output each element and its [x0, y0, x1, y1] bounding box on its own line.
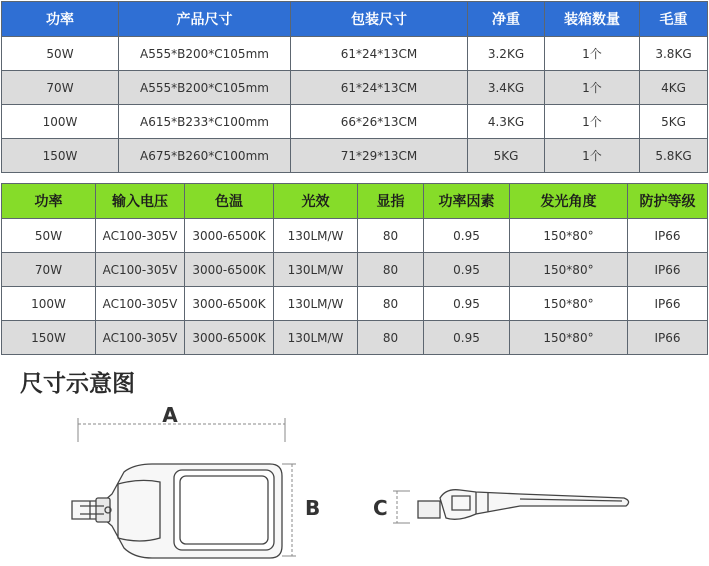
table-cell: IP66 — [628, 321, 708, 355]
table-cell: 3.2KG — [468, 37, 545, 71]
table-cell: 100W — [2, 105, 119, 139]
table-cell: 3000-6500K — [185, 321, 274, 355]
dimension-c-label: C — [373, 496, 388, 520]
table-cell: 0.95 — [424, 287, 510, 321]
table-row — [2, 321, 708, 355]
table-cell: 1个 — [545, 139, 640, 173]
table-row — [2, 71, 708, 105]
table-cell: 130LM/W — [274, 321, 358, 355]
table-row — [2, 253, 708, 287]
table-cell: 150W — [2, 139, 119, 173]
table-cell: 50W — [2, 37, 119, 71]
table-cell: 50W — [2, 219, 96, 253]
table-cell: 80 — [358, 287, 424, 321]
table-cell: 1个 — [545, 37, 640, 71]
table-cell: 70W — [2, 253, 96, 287]
table-cell: 3000-6500K — [185, 219, 274, 253]
table-cell: A675*B260*C100mm — [119, 139, 291, 173]
table-cell: 130LM/W — [274, 219, 358, 253]
spec-header-gross-weight: 毛重 — [640, 2, 708, 37]
table-cell: 66*26*13CM — [291, 105, 468, 139]
luminaire-top-view — [72, 464, 282, 558]
table-cell: 3.8KG — [640, 37, 708, 71]
table-cell: 3.4KG — [468, 71, 545, 105]
table-cell: AC100-305V — [96, 219, 185, 253]
dimension-a-line — [78, 418, 285, 442]
spec-table-header-row — [2, 2, 708, 37]
table-cell: 70W — [2, 71, 119, 105]
param-header-power-factor: 功率因素 — [424, 184, 510, 219]
table-cell: IP66 — [628, 287, 708, 321]
table-cell: A555*B200*C105mm — [119, 37, 291, 71]
section-title: 尺寸示意图 — [20, 371, 135, 397]
table-cell: 1个 — [545, 71, 640, 105]
spec-header-net-weight: 净重 — [468, 2, 545, 37]
luminaire-side-view — [418, 490, 629, 520]
dimension-b-label: B — [305, 496, 321, 520]
table-cell: IP66 — [628, 219, 708, 253]
param-header-power: 功率 — [2, 184, 96, 219]
param-header-beam-angle: 发光角度 — [510, 184, 628, 219]
table-cell: A555*B200*C105mm — [119, 71, 291, 105]
param-header-cri: 显指 — [358, 184, 424, 219]
table-row — [2, 105, 708, 139]
dimension-a-label: A — [162, 403, 178, 427]
table-cell: 130LM/W — [274, 287, 358, 321]
table-cell: 150W — [2, 321, 96, 355]
table-cell: AC100-305V — [96, 287, 185, 321]
table-cell: 80 — [358, 253, 424, 287]
table-cell: 1个 — [545, 105, 640, 139]
table-cell: A615*B233*C100mm — [119, 105, 291, 139]
table-cell: 3000-6500K — [185, 287, 274, 321]
table-cell: AC100-305V — [96, 321, 185, 355]
table-cell: 71*29*13CM — [291, 139, 468, 173]
spec-header-power: 功率 — [2, 2, 119, 37]
table-cell: 5.8KG — [640, 139, 708, 173]
dimension-diagram — [0, 398, 709, 564]
table-cell: 5KG — [468, 139, 545, 173]
table-row — [2, 37, 708, 71]
table-cell: 0.95 — [424, 321, 510, 355]
table-cell: 61*24*13CM — [291, 37, 468, 71]
table-cell: 80 — [358, 219, 424, 253]
table-cell: 0.95 — [424, 253, 510, 287]
table-cell: 3000-6500K — [185, 253, 274, 287]
table-cell: 5KG — [640, 105, 708, 139]
param-header-efficacy: 光效 — [274, 184, 358, 219]
table-row — [2, 287, 708, 321]
dimension-c-line — [393, 491, 410, 523]
table-cell: IP66 — [628, 253, 708, 287]
param-table — [1, 183, 708, 355]
table-cell: 150*80° — [510, 253, 628, 287]
param-header-ip-rating: 防护等级 — [628, 184, 708, 219]
table-cell: 100W — [2, 287, 96, 321]
table-row — [2, 139, 708, 173]
spec-header-carton-qty: 装箱数量 — [545, 2, 640, 37]
spec-table — [1, 1, 708, 173]
param-header-color-temp: 色温 — [185, 184, 274, 219]
table-row — [2, 219, 708, 253]
table-cell: AC100-305V — [96, 253, 185, 287]
table-cell: 150*80° — [510, 287, 628, 321]
table-cell: 4KG — [640, 71, 708, 105]
table-cell: 150*80° — [510, 321, 628, 355]
dimension-b-line — [282, 464, 296, 556]
param-header-input-voltage: 输入电压 — [96, 184, 185, 219]
table-cell: 61*24*13CM — [291, 71, 468, 105]
table-cell: 4.3KG — [468, 105, 545, 139]
spec-header-product-size: 产品尺寸 — [119, 2, 291, 37]
table-cell: 80 — [358, 321, 424, 355]
spec-header-package-size: 包装尺寸 — [291, 2, 468, 37]
table-cell: 0.95 — [424, 219, 510, 253]
table-cell: 130LM/W — [274, 253, 358, 287]
table-cell: 150*80° — [510, 219, 628, 253]
param-table-header-row — [2, 184, 708, 219]
